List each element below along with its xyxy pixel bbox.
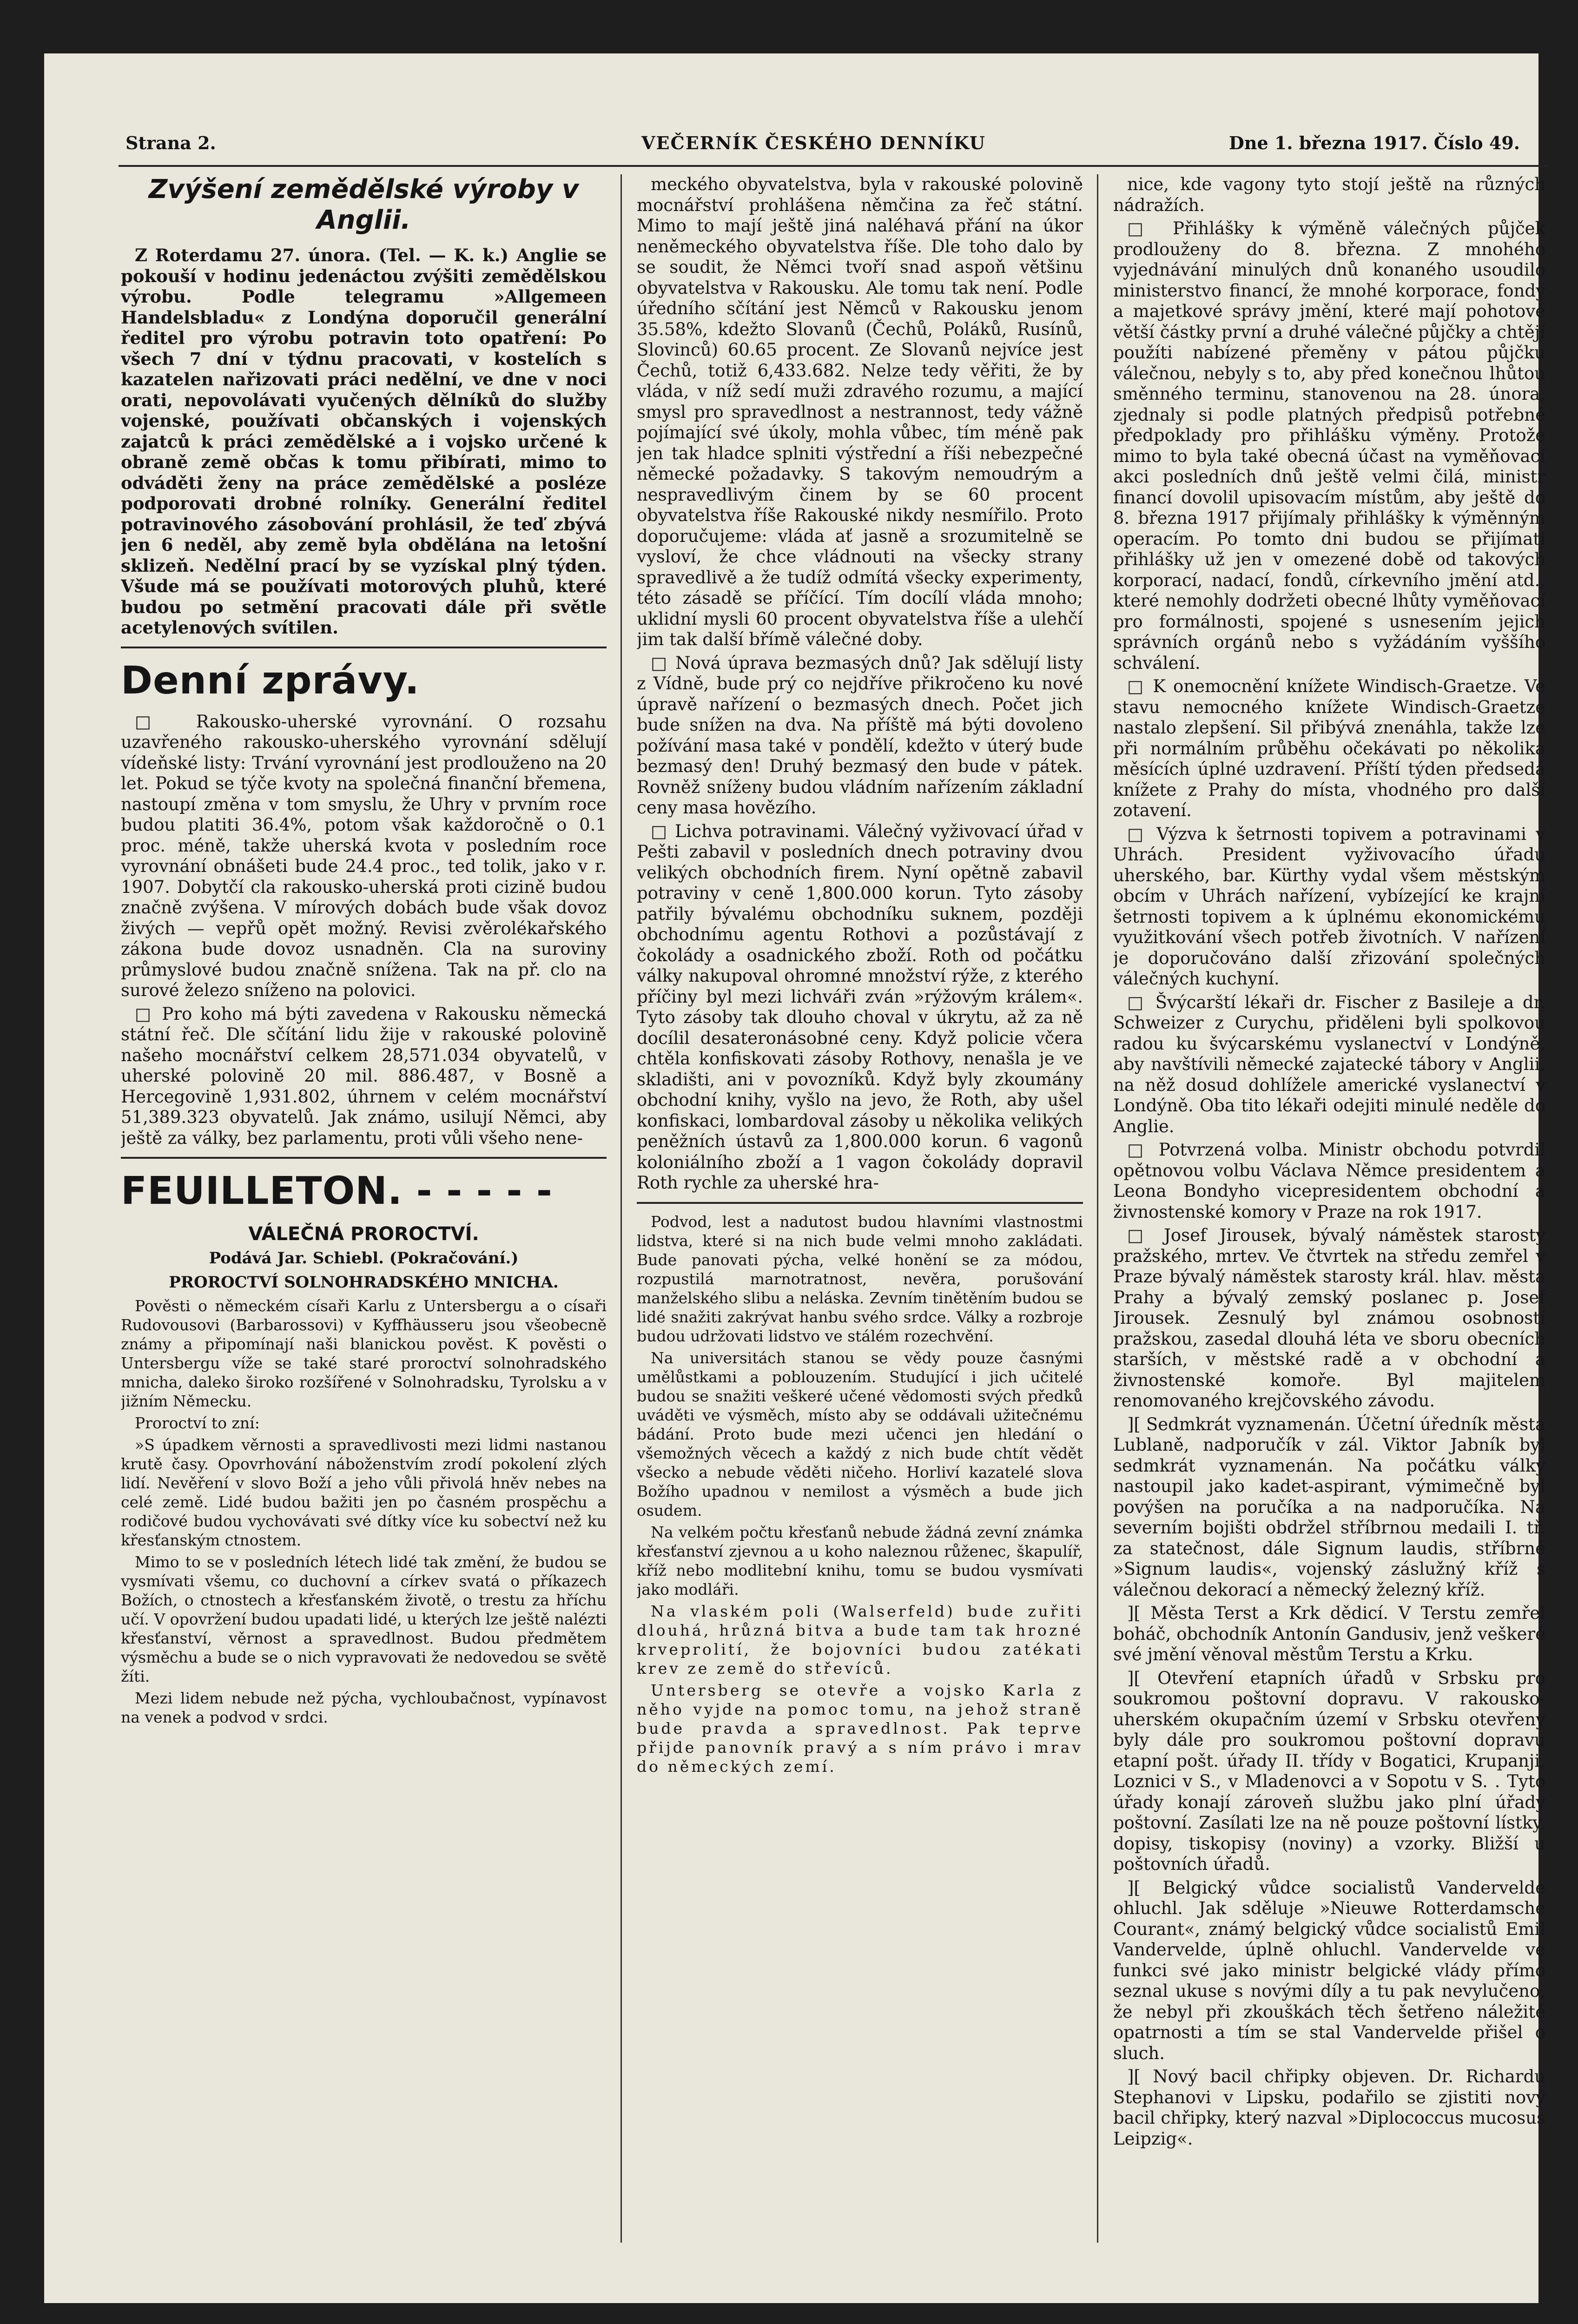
feuilleton-paragraph: Untersberg se otevře a vojsko Karla z něho vyjde na pomoc tomu, na jehož straně bude pravda a spravedlnost. Pak teprve přijde panovník pravý a s ním právo i mrav do německých zemí. <box>637 1681 1083 1776</box>
news-item-election: □ Potvrzená volba. Ministr obchodu potvrdil opětnovou volbu Václava Němce presidentem a Leona Bondyho vicepresidentem obchodní a živnostenské komory v Praze na rok 1917. <box>1113 1140 1545 1222</box>
feuilleton-author: Podává Jar. Schiebl. (Pokračování.) <box>209 1249 519 1268</box>
news-item-usury: □ Lichva potravinami. Válečný vyživovací úřad v Pešti zabavil v posledních dnech potraviny dvou velikých obchodních firem. Nyní opětně zabavil potraviny v ceně 1,800.000 korun. Tyto zásoby patřily bývalému obchodníku suknem, později obchodnímu agentu Rothovi a pozůstávají z čokolády a osadnického zboží. Roth od počátku války nakupoval ohromné množství rýže, z kterého příčiny byl mezi lichváři zván »rýžovým králem«. Tyto zásoby tak dlouho choval v úkrytu, až za ně docílil desateronásobné ceny. Když policie včera chtěla konfiskovati zásoby Rothovy, nenašla je ve skladišti, ani v povozníků. Když byly zkoumány obchodní knihy, vyšlo na jevo, že Roth, aby ušel konfiskaci, lombardoval zásoby u několika velikých peněžních ústavů za 1,800.000 korun. 6 vagonů koloniálního zboží a 1 vagon čokolády dopravil Roth rychle za uherské hra- <box>637 821 1083 1193</box>
feuilleton-paragraph: Na universitách stanou se vědy pouze časnými umělůstkami a poblouzením. Studující i jich učitelé budou se snažiti veškeré učené vědomosti svých předků uváděti ve výsměch, místo aby se oddávali užitečnému bádání. Proto bude mezi učenci jen hledání o všemožných věcech a každý z nich bude chtít vědět všecko a nebude věděti ničeho. Horliví kazatelé slova Božího upadnou v nemilost a výsměch a bude jich osudem. <box>637 1348 1083 1519</box>
section-title-news: Denní zprávy. <box>121 658 420 703</box>
news-continuation: nice, kde vagony tyto stojí ještě na různých nádražích. <box>1113 174 1545 215</box>
news-item-meatless-days: □ Nová úprava bezmasých dnů? Jak sdělují listy z Vídně, bude prý co nejdříve přikročeno ku nové úpravě nařízení o bezmasých dnech. Počet jich bude snížen na dva. Na příště má býti dovoleno požívání masa také v pondělí, kdežto v úterý bude bezmasý den! Druhý bezmasý den bude v pátek. Rovněž sníženy budou vládním nařízením základní ceny masa hovězího. <box>637 653 1083 818</box>
feuilleton-paragraph: Mezi lidem nebude než pýcha, vychloubačnost, vypínavost na venek a podvod v srdci. <box>121 1689 607 1726</box>
feuilleton-paragraph: Mimo to se v posledních létech lidé tak změní, že budou se vysmívati všemu, co duchovní a církev svatá o příkazech Božích, o ctnostech a křesťanském životě, o trestu za hříchu učí. V opovržení budou upadati lidé, u kterých lze ještě nalézti křesťanství, věrnost a spravedlnost. Budou předmětem výsměchu a bude se o nich vypravovati že nedovedou se světě žíti. <box>121 1553 607 1685</box>
news-item-economy-hungary: □ Výzva k šetrnosti topivem a potravinami v Uhrách. President vyživovacího úřadu uherského, bar. Kürthy vydal všem městským obcím v Uhrách nařízení, vybízející ke krajní šetrnosti topivem a k úplnému ekonomickému využitkování všech potřeb životních. V nařízení je doporučováno další zřizování společných válečných kuchyní. <box>1113 824 1545 989</box>
feuilleton-paragraph: Podvod, lest a nadutost budou hlavními vlastnostmi lidstva, které si na nich bude velmi mnoho zakládati. Bude panovati pýcha, velké honění se za módou, rozpustilá marnotratnost, nevěra, porušování manželského slibu a neláska. Zevním tinětěním budou se lidé snažiti zakrývat hanbu svého srdce. Války a rozbroje budou udržovati lidstvo ve stálém rozechvění. <box>637 1212 1083 1345</box>
page-header <box>125 132 1520 160</box>
news-item-serbia-post: ][ Otevření etapních úřadů v Srbsku pro soukromou poštovní dopravu. V rakousko-uherském okupačním území v Srbsku otevřeny byly dále pro soukromou poštovní dopravu etapní pošt. úřady II. třídy v Bogatici, Krupanji, Loznici v S., v Mladenovci a v Sopotu v S. . Tyto úřady konají zároveň službu jako plní úřady poštovní. Zasílati lze na ně pouze poštovní lístky, dopisy, tiskopisy (noviny) a vzorky. Bližší u poštovních úřadů. <box>1113 1668 1545 1874</box>
column-1 <box>121 174 607 2243</box>
news-item-state-language: □ Pro koho má býti zavedena v Rakousku německá státní řeč. Dle sčítání lidu žije v rakouské polovině našeho mocnářství celkem 28,571.034 obyvatelů, v uherské polovině 20 mil. 886.487, v Bosně a Hercegovině 1,931.802, úhrnem v celém mocnářství 51,389.323 obyvatelů. Jak známo, usilují Němci, aby ještě za války, bez parlamentu, proti vůli všeho nene- <box>121 1004 607 1148</box>
article-text-agriculture: Z Roterdamu 27. února. (Tel. — K. k.) Anglie se pokouší v hodinu jedenáctou zvýšiti zemědělskou výrobu. Podle telegramu »Allgemeen Handelsbladu« z Londýna doporučil generální ředitel pro výrobu potravin toto opatření: Po všech 7 dní v týdnu pracovati, v kostelích s kazatelen nařizovati práci nedělní, ve dne v noci orati, nepovolávati vyučených dělníků do služby vojenské, používati občanských i vojenských zajatců k práci zemědělské a i vojsko určené k obraně země občas k tomu přibírati, mimo to odváděti ženy na práce zemědělské a posléze podporovati drobné rolníky. Generální ředitel potravinového zásobování prohlásil, že teď zbývá jen 6 neděl, aby země byla obdělána na letošní sklizeň. Nedělní prací by se vyzískal plný týden. Všude má se používati motorových pluhů, které budou po setmění pracovati dále při světle acetylenových svítilen. <box>121 245 607 638</box>
feuilleton-paragraph: Proroctví to zní: <box>135 1414 260 1432</box>
news-item-influenza: ][ Nový bacil chřipky objeven. Dr. Richardu Stephanovi v Lipsku, podařilo se zjistiti nový bacil chřipky, který nazval »Diplococcus mucosus Leipzig«. <box>1113 2067 1545 2149</box>
header-rule <box>119 165 1548 167</box>
news-continuation: meckého obyvatelstva, byla v rakouské polovině mocnářství prohlášena němčina za řeč státní. Mimo to mají ještě jiná naléhavá přání na úkor neněmeckého obyvatelstva říše. Dle toho dalo by se soudit, že Němci tvoří snad aspoň většinu obyvatelstva v Rakousku. Ale tomu tak není. Podle úředního sčítání jest Němců v Rakousku jenom 35.58%, kdežto Slovanů (Čechů, Poláků, Rusínů, Slovinců) 60.65 procent. Ze Slovanů nejvíce jest Čechů, totiž 6,433.682. Nelze tedy věřiti, že by vláda, v níž sedí muži zdravého rozumu, a mající smysl pro spravedlnost a nestrannost, tedy vážně pojímající své úkoly, mohla vůbec, tím méně pak jen tak hladce splniti výstřední a říši nebezpečné německé požadavky. S takovým nemoudrým a nespravedlivým činem by se 60 procent obyvatelstva říše Rakouské nikdy nesmířilo. Proto doporučujeme: vláda ať jasně a srozumitelně se vysloví, že chce vládnouti na všecky strany spravedlivě a že tudíž odmítá všecky experimenty, této zásadě se příčící. Tím docílí vláda mnoho; uklidní mysli 60 procent obyvatelstva říše a ulehčí jim tak další břímě válečné doby. <box>637 174 1083 649</box>
feuilleton-paragraph: Pověsti o německém císaři Karlu z Untersbergu a o císaři Rudovousovi (Barbarossovi) v Kyffhäusseru jsou všeobecně známy a připomínají naši blanickou pověst. K pověsti o Untersbergu víže se také staré proroctví solnohradského mnicha, daleko široko rozšířené v Solnohradsku, Tyrolsku a v jižním Německu. <box>121 1297 607 1410</box>
column-rule-2 <box>1097 174 1098 2243</box>
feuilleton-paragraph: »S úpadkem věrnosti a spravedlivosti mezi lidmi nastanou krutě časy. Opovrhování náboženstvím zrodí pokolení zlých lidí. Nevěření v slovo Boží a jeho vůli přivolá hněv nebes na celé země. Lidé budou bažiti jen po časném prospěchu a rodičové budou vychovávati své dítky více ku sobectví než ku křesťanským ctnostem. <box>121 1436 607 1549</box>
news-item-vandervelde: ][ Belgický vůdce socialistů Vandervelde ohluchl. Jak sděluje »Nieuwe Rotterdamsche Courant«, známý belgický vůdce socialistů Emil Vandervelde, úplně ohluchl. Vandervelde ve funkci své jako ministr belgické vlády přímo seznal ukuse s novými díly a tu pak nevylučeno, že nebyl při zkouškách těch šetřeno náležité opatrnosti a tím se stal Vandervelde přišel o sluch. <box>1113 1877 1545 2063</box>
feuilleton-rule <box>121 1157 607 1159</box>
column-3 <box>1113 174 1545 2243</box>
feuilleton-section: PROROCTVÍ SOLNOHRADSKÉHO MNICHA. <box>169 1273 559 1292</box>
news-item-jirousek: □ Josef Jirousek, bývalý náměstek starosty pražského, mrtev. Ve čtvrtek na středu zemřel v Praze bývalý náměstek starosty král. hlav. města Prahy a bývalý zemský poslanec p. Josef Jirousek. Zesnulý byl známou osobností pražskou, zasedal dlouhá léta ve sboru obecních starších, v městské radě a v obchodní a živnostenské komoře. Byl majitelem renomovaného krejčovského závodu. <box>1113 1225 1545 1411</box>
article-title-agriculture: Zvýšení zemědělské výroby v Anglii. <box>148 174 579 235</box>
newspaper-title: VEČERNÍK ČESKÉHO DENNÍKU <box>641 132 986 153</box>
news-item-windisch-graetz: □ K onemocnění knížete Windisch-Graetze. Ve stavu nemocného knížete Windisch-Graetze nastalo zlepšení. Sil přibývá znenáhla, takže lze při normálním průběhu očekávati po několika měsících úplné uzdravení. Příští týden předsedá knížete z Prahy do místa, vhodného pro další zotavení. <box>1113 676 1545 820</box>
feuilleton-subtitle: VÁLEČNÁ PROROCTVÍ. <box>248 1223 479 1245</box>
page-number: Strana 2. <box>125 132 216 153</box>
news-item-war-loans: □ Přihlášky k výměně válečných půjček prodlouženy do 8. března. Z mnohého vyjednávání minulých dnů konaného usoudilo ministerstvo financí, že mnohé korporace, fondy a majetkové správy jmění, které mají pohotové větší částky první a druhé válečné půjčky a chtějí použíti nabízené přeměny v pátou půjčku válečnou, nebyly s to, aby před konečnou lhůtou směnného terminu, stanovenou na 28. února, zjednaly si podle platných předpisů potřebné předpoklady pro přihlášku výměny. Protože mimo to byla také obecná účast na vyměňovací akci posledních dnů ještě velmi čilá, ministr financí dovolil upisovacím místům, aby ještě do 8. března 1917 přijímaly přihlášky k výměnným operacím. Po tomto dni budou se přijímati přihlášky už jen v omezené době od takových korporací, nadací, fondů, církevního jmění atd., které nemohly dodržeti obecné lhůty vyměňovací pro formálnosti, spojené s usnesením jejich správních orgánů nebo s vyžádáním vyššího schválení. <box>1113 218 1545 673</box>
column-2 <box>637 174 1083 2243</box>
news-item-swiss-doctors: □ Švýcarští lékaři dr. Fischer z Basileje a dr. Schweizer z Curychu, přiděleni byli spolkovou radou ku švýcarskému vyslanectví v Londýně, aby navštívili německé zajatecké tábory v Anglii, na něž dosud dohlížele americké vyslanectví v Londýně. Oba tito lékaři odejiti minulé neděle do Anglie. <box>1113 992 1545 1136</box>
section-rule <box>121 647 607 648</box>
news-item-trieste: ][ Města Terst a Krk dědicí. V Terstu zemřel boháč, obchodník Antonín Gandusiv, jenž veškeré své jmění věnoval městům Terstu a Krku. <box>1113 1603 1545 1664</box>
feuilleton-paragraph: Na vlaském poli (Walserfeld) bude zuřiti dlouhá, hrůzná bitva a bude tam tak hrozné krveprolití, že bojovníci budou zatékati krev ze země do střevíců. <box>637 1602 1083 1677</box>
column-rule-1 <box>621 174 622 2243</box>
news-item-decorated: ][ Sedmkrát vyznamenán. Účetní úředník města Lublaně, nadporučík v zál. Viktor Jabník byl sedmkrát vyznamenán. Na počátku války nastoupil jako kadet-aspirant, výmimečně byl povýšen na poručíka a na nadporučíka. Na severním bojišti obdržel stříbrnou medaili I. tř. za statečnost, dále Signum laudis, stříbrné »Signum laudis«, vojenský záslužný kříž s válečnou dekorací a německý železný kříž. <box>1113 1414 1545 1600</box>
news-item-settlement: □ Rakousko-uherské vyrovnání. O rozsahu uzavřeného rakousko-uherského vyrovnání sdělují vídeňské listy: Trvání vyrovnání jest prodlouženo na 20 let. Pokud se týče kvoty na společná finanční břemena, nastoupí změna v tom smyslu, že Uhry v prvním roce budou platiti 36.4%, potom však každoročně o 0.1 proc. méně, takže uherská kvota v posledním roce vyrovnání obnášeti bude 24.4 proc., ted tolik, jako v r. 1907. Dobytčí cla rakousko-uherská proti cizině budou značně zvýšena. V mírových dobách bude však dovoz živých — vepřů opět možný. Revisi zvěrolékařského zákona bude dovoz usnadněn. Cla na suroviny průmyslové budou značně snížena. Tak na př. clo na surové železo sníženo na polovici. <box>121 711 607 1000</box>
feuilleton-rule <box>637 1202 1083 1204</box>
feuilleton-paragraph: Na velkém počtu křesťanů nebude žádná zevní známka křesťanství zjevnou a u koho naleznou růženec, škapulíř, kříž nebo modlitební knihu, tomu se budou vysmívati jako modláři. <box>637 1523 1083 1598</box>
newspaper-page <box>44 53 1545 2303</box>
feuilleton-title: FEUILLETON. - - - - - <box>121 1169 553 1213</box>
issue-date: Dne 1. března 1917. Číslo 49. <box>1228 132 1520 153</box>
